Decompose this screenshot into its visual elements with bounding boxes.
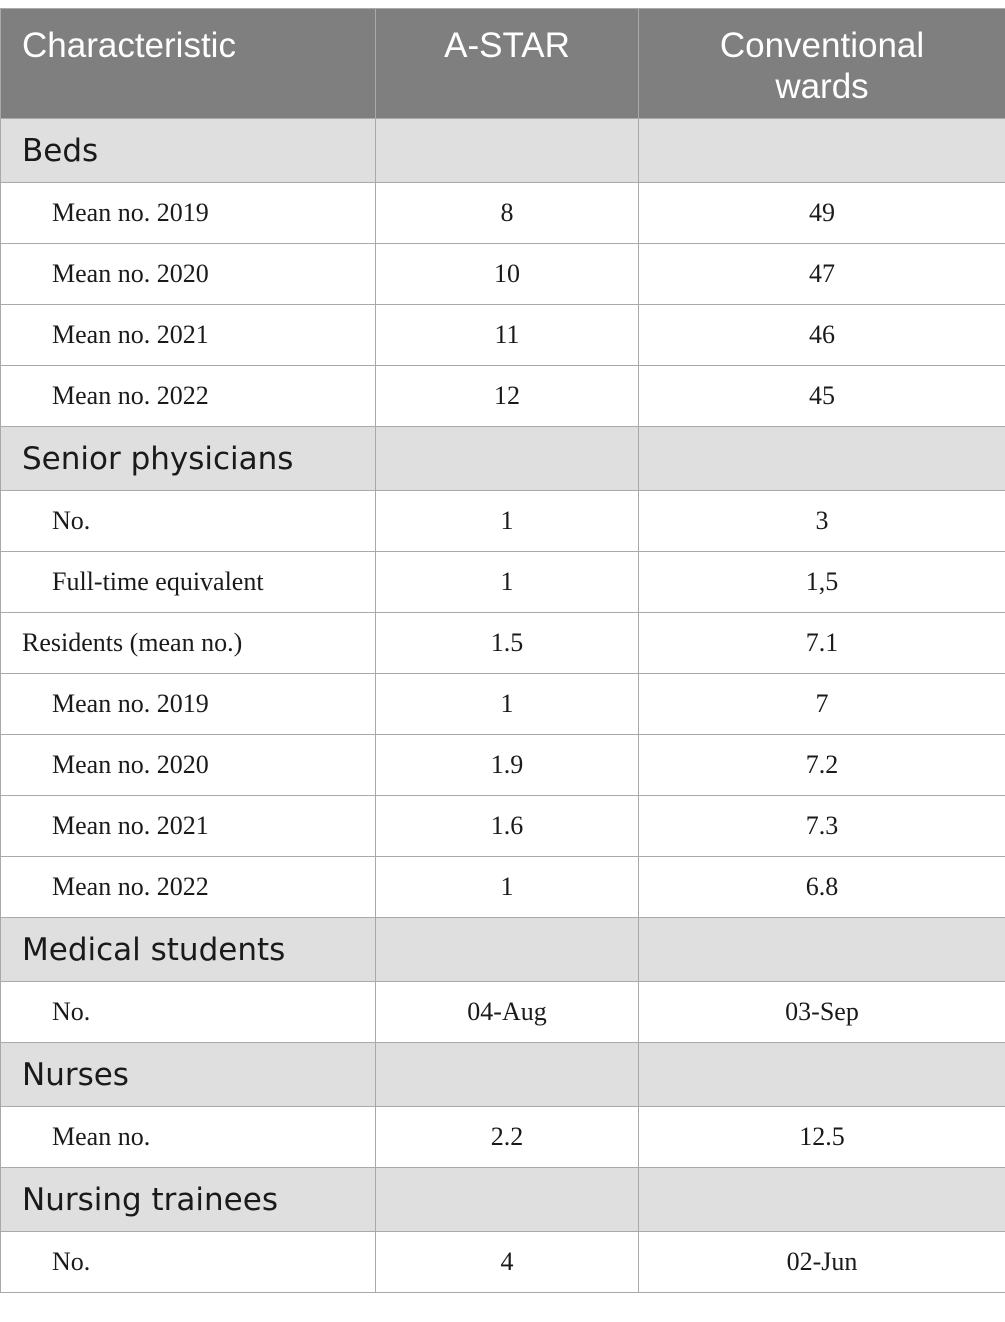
- row-label: Mean no. 2021: [1, 796, 376, 857]
- section-label: Nursing trainees: [1, 1168, 376, 1232]
- header-conventional-line1: Conventional: [719, 26, 925, 65]
- conventional-value: 7.2: [639, 735, 1005, 796]
- section-row: [1, 918, 1005, 982]
- table-row: [1, 982, 1005, 1043]
- row-label: Mean no. 2019: [1, 183, 376, 244]
- header-conventional-line2: wards: [775, 67, 869, 106]
- row-label: Mean no. 2022: [1, 857, 376, 918]
- conventional-value: 02-Jun: [639, 1232, 1005, 1293]
- header-row: [1, 9, 1005, 119]
- conventional-value: 45: [639, 366, 1005, 427]
- astar-value: 1.9: [376, 735, 639, 796]
- row-label: Mean no. 2020: [1, 735, 376, 796]
- conventional-value: 6.8: [639, 857, 1005, 918]
- row-label: Full-time equivalent: [1, 552, 376, 613]
- table-row: [1, 491, 1005, 552]
- conventional-value: 49: [639, 183, 1005, 244]
- row-label: Mean no. 2020: [1, 244, 376, 305]
- conventional-value: 47: [639, 244, 1005, 305]
- table-row: [1, 735, 1005, 796]
- table-row: [1, 796, 1005, 857]
- table-row: [1, 857, 1005, 918]
- conventional-value: 1,5: [639, 552, 1005, 613]
- astar-value: 12: [376, 366, 639, 427]
- astar-value: 2.2: [376, 1107, 639, 1168]
- section-label: Beds: [1, 119, 376, 183]
- astar-value: 4: [376, 1232, 639, 1293]
- conventional-value: 7.1: [639, 613, 1005, 674]
- conventional-value: 12.5: [639, 1107, 1005, 1168]
- section-row: [1, 1168, 1005, 1232]
- table-row: [1, 674, 1005, 735]
- row-label: Mean no. 2019: [1, 674, 376, 735]
- table-row: [1, 613, 1005, 674]
- conventional-value: 03-Sep: [639, 982, 1005, 1043]
- conventional-value: 3: [639, 491, 1005, 552]
- row-label: Mean no.: [1, 1107, 376, 1168]
- astar-value: 04-Aug: [376, 982, 639, 1043]
- astar-value: 10: [376, 244, 639, 305]
- section-label: Senior physicians: [1, 427, 376, 491]
- conventional-value: 46: [639, 305, 1005, 366]
- astar-value: 1: [376, 491, 639, 552]
- astar-value: 1: [376, 857, 639, 918]
- conventional-value: 7: [639, 674, 1005, 735]
- characteristics-table: [0, 8, 1005, 1293]
- header-characteristic: Characteristic: [1, 9, 376, 119]
- table-row: [1, 366, 1005, 427]
- row-label: No.: [1, 982, 376, 1043]
- table-row: [1, 1107, 1005, 1168]
- row-label: No.: [1, 491, 376, 552]
- section-label: Nurses: [1, 1043, 376, 1107]
- row-label: Residents (mean no.): [1, 613, 376, 674]
- header-astar: A-STAR: [376, 9, 639, 119]
- table-row: [1, 244, 1005, 305]
- section-label: Medical students: [1, 918, 376, 982]
- section-row: [1, 1043, 1005, 1107]
- astar-value: 1.5: [376, 613, 639, 674]
- table-row: [1, 305, 1005, 366]
- astar-value: 1: [376, 674, 639, 735]
- astar-value: 11: [376, 305, 639, 366]
- row-label: Mean no. 2021: [1, 305, 376, 366]
- astar-value: 8: [376, 183, 639, 244]
- conventional-value: 7.3: [639, 796, 1005, 857]
- table-row: [1, 1232, 1005, 1293]
- table-row: [1, 552, 1005, 613]
- astar-value: 1: [376, 552, 639, 613]
- row-label: No.: [1, 1232, 376, 1293]
- section-row: [1, 427, 1005, 491]
- row-label: Mean no. 2022: [1, 366, 376, 427]
- header-conventional-wards: [639, 9, 1005, 119]
- table-row: [1, 183, 1005, 244]
- section-row: [1, 119, 1005, 183]
- astar-value: 1.6: [376, 796, 639, 857]
